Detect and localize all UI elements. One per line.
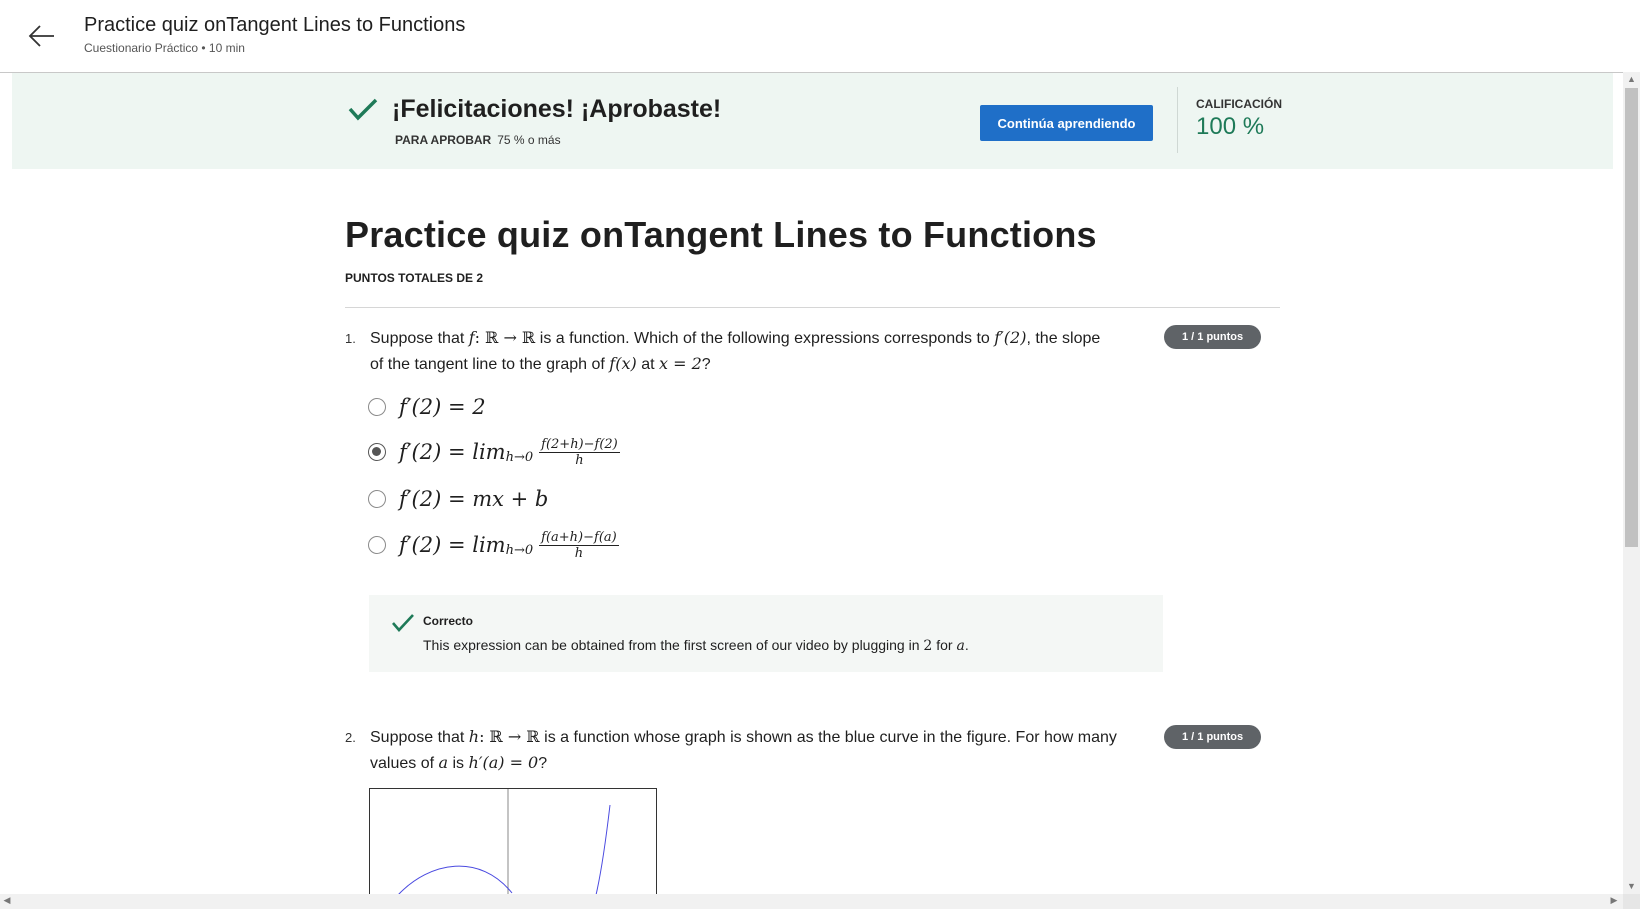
pass-value: 75 % o más — [497, 133, 561, 147]
question-text-part: ? — [538, 755, 548, 772]
quiz-title: Practice quiz onTangent Lines to Functions — [345, 214, 1097, 255]
divider — [1177, 87, 1178, 153]
question-text-part: Suppose that — [370, 729, 465, 746]
pass-requirement — [395, 133, 561, 147]
option-lhs: f′(2) = lim — [399, 440, 506, 464]
fraction — [539, 530, 619, 561]
math-expr: f(x) — [609, 354, 637, 373]
math-map: : ℝ → ℝ — [479, 727, 540, 746]
option-expression — [399, 437, 620, 468]
back-arrow-icon[interactable] — [26, 20, 58, 52]
math-var: h — [468, 727, 480, 746]
question-text — [370, 724, 1160, 776]
math-var: a — [956, 638, 965, 654]
top-bar — [0, 0, 1640, 73]
question-text-part: values of — [370, 755, 435, 772]
checkmark-icon — [348, 97, 378, 121]
radio-button[interactable] — [368, 490, 386, 508]
question-mark: ? — [701, 356, 711, 373]
question-text — [370, 325, 1160, 377]
points-badge: 1 / 1 puntos — [1164, 325, 1261, 349]
feedback-text-part: . — [964, 637, 969, 653]
scroll-right-arrow-icon[interactable]: ▶ — [1610, 895, 1618, 905]
limit-subscript: h→0 — [505, 449, 534, 465]
fraction-denominator: h — [574, 545, 584, 561]
math-var: f — [468, 328, 475, 347]
grade-label: CALIFICACIÓN — [1196, 97, 1282, 111]
grade-value: 100 % — [1196, 113, 1265, 140]
fraction-denominator: h — [575, 452, 584, 468]
graph-figure — [369, 788, 657, 898]
horizontal-scrollbar[interactable] — [0, 894, 1623, 909]
math-map: : ℝ → ℝ — [474, 328, 536, 347]
fraction — [539, 437, 620, 468]
checkmark-icon — [391, 613, 415, 633]
option-expression — [399, 530, 619, 561]
option-expression: f′(2) = 2 — [399, 395, 486, 419]
divider — [345, 307, 1280, 308]
scrollbar-corner — [1623, 894, 1640, 909]
question-text-part: of the tangent line to the graph of — [370, 356, 605, 373]
math-expr: h′(a) = 0 — [468, 753, 539, 772]
fraction-numerator: f(2+h)−f(2) — [541, 436, 618, 452]
blue-curve — [596, 805, 610, 895]
question-number: 1. — [345, 331, 356, 346]
success-banner — [12, 73, 1613, 169]
pass-label: PARA APROBAR — [395, 133, 492, 147]
feedback-box — [369, 595, 1163, 672]
math-expr: x = 2 — [658, 354, 702, 373]
radio-button[interactable] — [368, 536, 386, 554]
radio-button-selected[interactable] — [368, 443, 386, 461]
feedback-title: Correcto — [423, 614, 474, 628]
feedback-text-part: for — [936, 637, 953, 653]
banner-title: ¡Felicitaciones! ¡Aprobaste! — [392, 95, 722, 123]
feedback-text-part: This expression can be obtained from the first screen of our video by plugging in — [423, 637, 920, 653]
total-points: PUNTOS TOTALES DE 2 — [345, 271, 484, 285]
radio-button[interactable] — [368, 398, 386, 416]
limit-subscript: h→0 — [505, 542, 534, 558]
header-subtitle: Cuestionario Práctico • 10 min — [84, 41, 245, 55]
scrollbar-thumb[interactable] — [1625, 88, 1638, 547]
scroll-left-arrow-icon[interactable]: ◀ — [3, 895, 11, 905]
math-var: a — [438, 753, 449, 772]
blue-curve — [398, 866, 512, 895]
question-text-part: at — [641, 356, 655, 373]
question-text-part: is a function whose graph is shown as the blue curve in the figure. For how many — [544, 729, 1117, 746]
header-title: Practice quiz onTangent Lines to Functions — [84, 14, 466, 36]
question-text-part: , the slope — [1026, 330, 1101, 347]
continue-learning-button[interactable]: Continúa aprendiendo — [980, 105, 1153, 141]
question-text-part: is — [452, 755, 465, 772]
graph-plot — [370, 789, 657, 898]
math-value: 2 — [923, 638, 933, 654]
points-badge: 1 / 1 puntos — [1164, 725, 1261, 749]
scroll-up-arrow-icon[interactable]: ▲ — [1627, 74, 1636, 84]
feedback-text — [423, 637, 969, 654]
option-expression: f′(2) = mx + b — [399, 487, 549, 511]
question-number: 2. — [345, 730, 356, 745]
option-lhs: f′(2) = lim — [399, 533, 506, 557]
question-text-part: Suppose that — [370, 330, 465, 347]
question-text-part: is a function. Which of the following expressions corresponds to — [539, 330, 990, 347]
fraction-numerator: f(a+h)−f(a) — [541, 529, 617, 545]
scroll-down-arrow-icon[interactable]: ▼ — [1627, 881, 1636, 891]
math-expr: f′(2) — [994, 328, 1027, 347]
